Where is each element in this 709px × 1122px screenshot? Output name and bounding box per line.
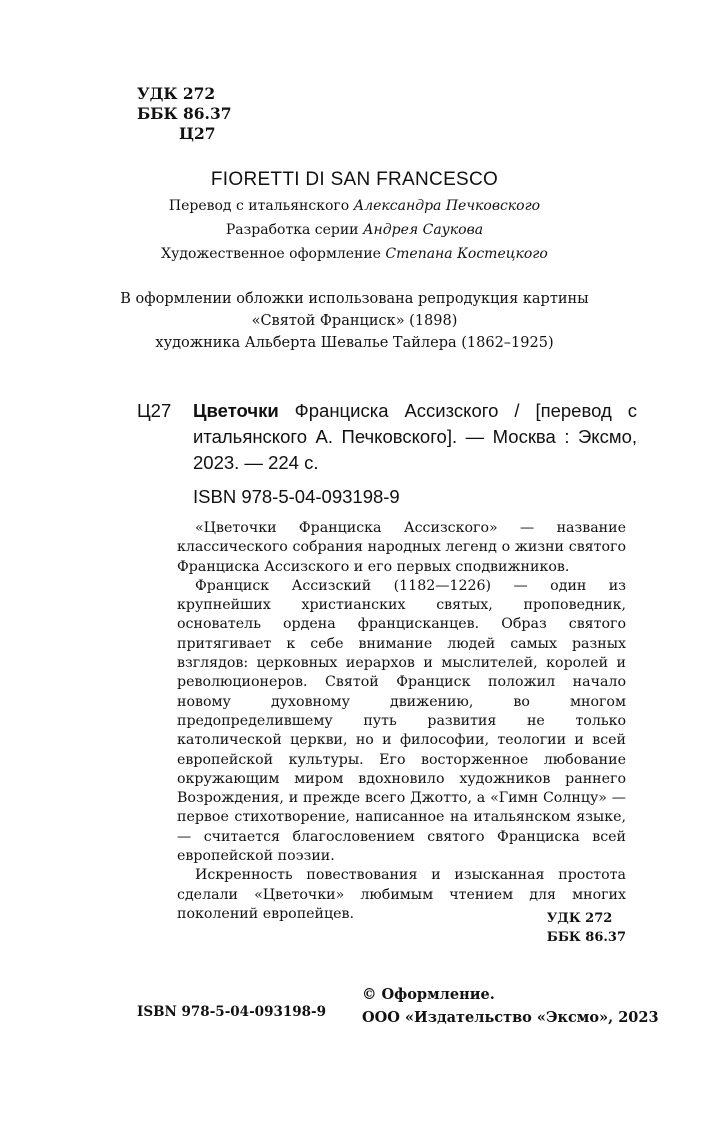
catalog-code: Ц27 (137, 400, 172, 421)
annotation (177, 519, 626, 924)
credit-label: Разработка серии (225, 222, 363, 238)
credit-name: Степана Костецкого (385, 246, 548, 262)
catalog-rest: Франциска Ассизского / [перевод с итальянского А. Печковского]. — Москва : Эксмо, 2023. — 224 с. (193, 400, 637, 473)
cover-note-line: В оформлении обложки использована репродукция картины (120, 291, 589, 307)
credit-name: Александра Печковского (353, 198, 541, 214)
classification-block (137, 84, 232, 144)
bottom-classification (547, 909, 626, 947)
credit-label: Перевод с итальянского (168, 198, 354, 214)
isbn-main: ISBN 978-5-04-093198-9 (193, 486, 400, 507)
original-title: FIORETTI DI SAN FRANCESCO (210, 169, 499, 190)
udk-code: УДК 272 (137, 84, 216, 103)
copyright-line: © Оформление. (362, 986, 495, 1003)
cover-note (0, 288, 709, 354)
isbn-bottom: ISBN 978-5-04-093198-9 (137, 1004, 327, 1020)
annotation-paragraph: Искренность повествования и изысканная простота сделали «Цветочки» любимым чтением для многих поколений европейцев. (177, 867, 626, 922)
bbk-code: ББК 86.37 (546, 930, 626, 945)
credit-design (0, 246, 709, 262)
credit-translator (0, 198, 709, 214)
cover-note-line: художника Альберта Шевалье Тайлера (1862–1925) (155, 335, 554, 351)
catalog-title: Цветочки (193, 400, 279, 421)
catalog-description (193, 398, 637, 476)
catalog-entry (137, 398, 637, 476)
udk-code: УДК 272 (546, 911, 613, 926)
credit-label: Художественное оформление (161, 246, 386, 262)
annotation-paragraph: «Цветочки Франциска Ассизского» — название классического собрания народных легенд о жизни святого Франциска Ассизского и его первых сподвижников. (177, 520, 626, 575)
credit-name: Андрея Саукова (362, 222, 484, 238)
copyright-line: ООО «Издательство «Эксмо», 2023 (362, 1009, 659, 1026)
credit-series (0, 222, 709, 238)
copyright-block (362, 983, 659, 1029)
author-mark: Ц27 (179, 124, 216, 143)
cover-note-line: «Святой Франциск» (1898) (251, 313, 458, 329)
bbk-code: ББК 86.37 (137, 104, 232, 123)
annotation-paragraph: Франциск Ассизский (1182—1226) — один из крупнейших христианских святых, проповедник, основатель ордена францисканцев. Образ святого притягивает к себе внимание людей самых разных взглядов: церковных иерархов и мыслителей, королей и революционеров. Святой Франциск положил начало новому духовному движению, во многом предопределившему путь развития не только католической церкви, но и философии, теологии и всей европейской культуры. Его восторженное любование окружающим миром вдохновило художников раннего Возрождения, и прежде всего Джотто, а «Гимн Солнцу» — первое стихотворение, написанное на итальянском языке, — считается благословением святого Франциска всей европейской поэзии. (177, 577, 626, 865)
